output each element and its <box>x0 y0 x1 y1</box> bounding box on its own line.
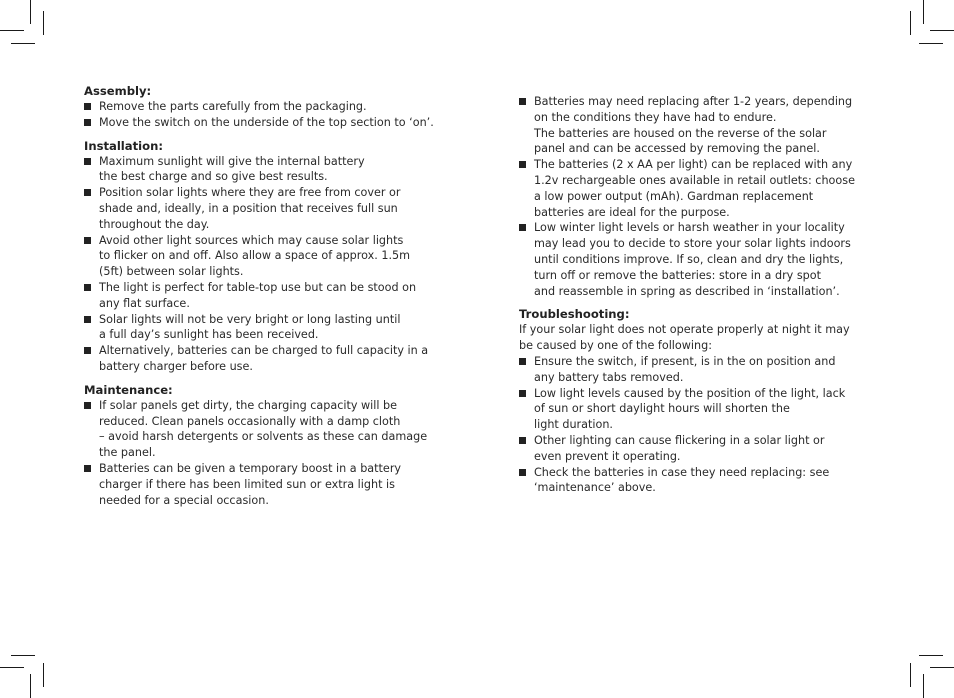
troubleshooting-section <box>519 306 879 496</box>
list-item-line: reduced. Clean panels occasionally with a damp cloth <box>99 414 401 428</box>
left-column <box>84 83 464 515</box>
list-item-line: Low winter light levels or harsh weather in your locality <box>534 221 845 235</box>
crop-mark <box>923 674 924 698</box>
bullet-square-icon <box>519 469 526 476</box>
list-item-line: The batteries (2 x AA per light) can be replaced with any <box>534 158 853 172</box>
list-item <box>519 465 879 497</box>
list-item <box>84 398 464 461</box>
crop-mark <box>910 663 911 687</box>
bullet-square-icon <box>84 316 91 323</box>
maintenance-continued-section <box>519 94 879 299</box>
list-item-line: and reassemble in spring as described in ‘installation’. <box>534 284 840 298</box>
list-item-line: Move the switch on the underside of the top section to ‘on’. <box>99 115 434 129</box>
list-item <box>519 94 879 157</box>
list-item-line: Remove the parts carefully from the packaging. <box>99 100 367 113</box>
crop-mark <box>919 655 943 656</box>
list-item-line: Ensure the switch, if present, is in the on position and <box>534 354 836 368</box>
bullet-square-icon <box>84 284 91 291</box>
bullet-square-icon <box>84 347 91 354</box>
list-item <box>519 433 879 465</box>
list-item-line: charger if there has been limited sun or extra light is <box>99 477 395 491</box>
assembly-list <box>84 99 464 131</box>
list-item-line: Check the batteries in case they need replacing: see <box>534 465 830 479</box>
list-item <box>84 461 464 508</box>
list-item-line: shade and, ideally, in a position that receives full sun <box>99 201 398 215</box>
list-item-line: Batteries may need replacing after 1-2 years, depending <box>534 95 853 108</box>
list-item-line: Solar lights will not be very bright or long lasting until <box>99 312 401 326</box>
bullet-square-icon <box>84 103 91 110</box>
list-item-line: may lead you to decide to store your solar lights indoors <box>534 237 851 251</box>
list-item-line: turn off or remove the batteries: store in a dry spot <box>534 268 822 282</box>
crop-mark <box>11 655 35 656</box>
troubleshooting-intro <box>519 322 879 354</box>
bullet-square-icon <box>84 158 91 165</box>
list-item-line: Maximum sunlight will give the internal battery <box>99 154 365 168</box>
assembly-heading: Assembly: <box>84 84 152 98</box>
crop-mark <box>930 667 954 668</box>
troubleshooting-heading: Troubleshooting: <box>519 307 630 322</box>
list-item-line: a low power output (mAh). Gardman replacement <box>534 189 814 203</box>
crop-mark <box>923 0 924 24</box>
bullet-square-icon <box>519 358 526 365</box>
bullet-square-icon <box>84 189 91 196</box>
list-item-line: Batteries can be given a temporary boost in a battery <box>99 461 402 475</box>
crop-mark <box>11 43 35 44</box>
crop-mark <box>0 667 24 668</box>
bullet-square-icon <box>84 402 91 409</box>
list-item <box>519 354 879 386</box>
list-item-line: needed for a special occasion. <box>99 493 269 507</box>
list-item-line: throughout the day. <box>99 217 210 231</box>
list-item-line: Position solar lights where they are free from cover or <box>99 186 401 200</box>
list-item-line: Avoid other light sources which may cause solar lights <box>99 233 404 247</box>
right-column <box>519 94 879 503</box>
list-item-line: battery charger before use. <box>99 359 253 373</box>
assembly-section <box>84 83 464 131</box>
list-item <box>84 280 464 312</box>
bullet-square-icon <box>84 119 91 126</box>
bullet-square-icon <box>519 161 526 168</box>
list-item-line: the best charge and so give best results. <box>99 170 328 184</box>
list-item-line: a full day’s sunlight has been received. <box>99 328 319 342</box>
maintenance-section <box>84 382 464 509</box>
intro-line: be caused by one of the following: <box>519 339 712 353</box>
list-item <box>84 99 464 115</box>
list-item-line: (5ft) between solar lights. <box>99 265 244 279</box>
list-item-line: any flat surface. <box>99 296 190 310</box>
crop-mark <box>30 674 31 698</box>
list-item-line: batteries are ideal for the purpose. <box>534 205 730 219</box>
list-item-line: – avoid harsh detergents or solvents as these can damage <box>99 430 428 444</box>
list-item-line: ‘maintenance’ above. <box>534 481 656 495</box>
crop-mark <box>910 11 911 35</box>
list-item <box>84 312 464 344</box>
intro-line: If your solar light does not operate properly at night it may <box>519 323 850 337</box>
list-item-line: the panel. <box>99 446 156 460</box>
installation-list <box>84 154 464 375</box>
list-item-line: of sun or short daylight hours will shorten the <box>534 402 790 416</box>
bullet-square-icon <box>519 98 526 105</box>
list-item <box>519 157 879 220</box>
installation-heading: Installation: <box>84 138 163 153</box>
list-item-line: light duration. <box>534 418 613 432</box>
bullet-square-icon <box>84 465 91 472</box>
bullet-square-icon <box>84 237 91 244</box>
bullet-square-icon <box>519 224 526 231</box>
bullet-square-icon <box>519 390 526 397</box>
bullet-square-icon <box>519 437 526 444</box>
list-item-line: Alternatively, batteries can be charged to full capacity in a <box>99 344 429 358</box>
installation-section <box>84 138 464 375</box>
crop-mark <box>43 11 44 35</box>
troubleshooting-list <box>519 354 879 496</box>
list-item-line: any battery tabs removed. <box>534 370 684 384</box>
list-item <box>519 220 879 299</box>
list-item-line: 1.2v rechargeable ones available in retail outlets: choose <box>534 173 855 187</box>
crop-mark <box>919 43 943 44</box>
list-item-line: even prevent it operating. <box>534 449 681 463</box>
crop-mark <box>43 663 44 687</box>
maintenance-list <box>84 398 464 509</box>
list-item <box>84 343 464 375</box>
list-item <box>84 233 464 280</box>
list-item <box>519 386 879 433</box>
list-item-line: Other lighting can cause flickering in a solar light or <box>534 433 825 447</box>
list-item <box>84 115 464 131</box>
list-item-line: If solar panels get dirty, the charging capacity will be <box>99 398 398 412</box>
list-item-line: The light is perfect for table-top use but can be stood on <box>99 280 417 294</box>
list-item-line: until conditions improve. If so, clean and dry the lights, <box>534 252 844 266</box>
maintenance-heading: Maintenance: <box>84 382 173 397</box>
crop-mark <box>0 30 24 31</box>
list-item-line: Low light levels caused by the position of the light, lack <box>534 386 846 400</box>
list-item-line: The batteries are housed on the reverse of the solar <box>534 126 827 140</box>
maintenance-continued-list <box>519 94 879 299</box>
crop-mark <box>930 30 954 31</box>
list-item-line: to flicker on and off. Also allow a space of approx. 1.5m <box>99 249 411 263</box>
list-item-line: panel and can be accessed by removing the panel. <box>534 142 820 156</box>
crop-mark <box>30 0 31 24</box>
list-item <box>84 185 464 232</box>
list-item <box>84 154 464 186</box>
list-item-line: on the conditions they have had to endure. <box>534 110 777 124</box>
